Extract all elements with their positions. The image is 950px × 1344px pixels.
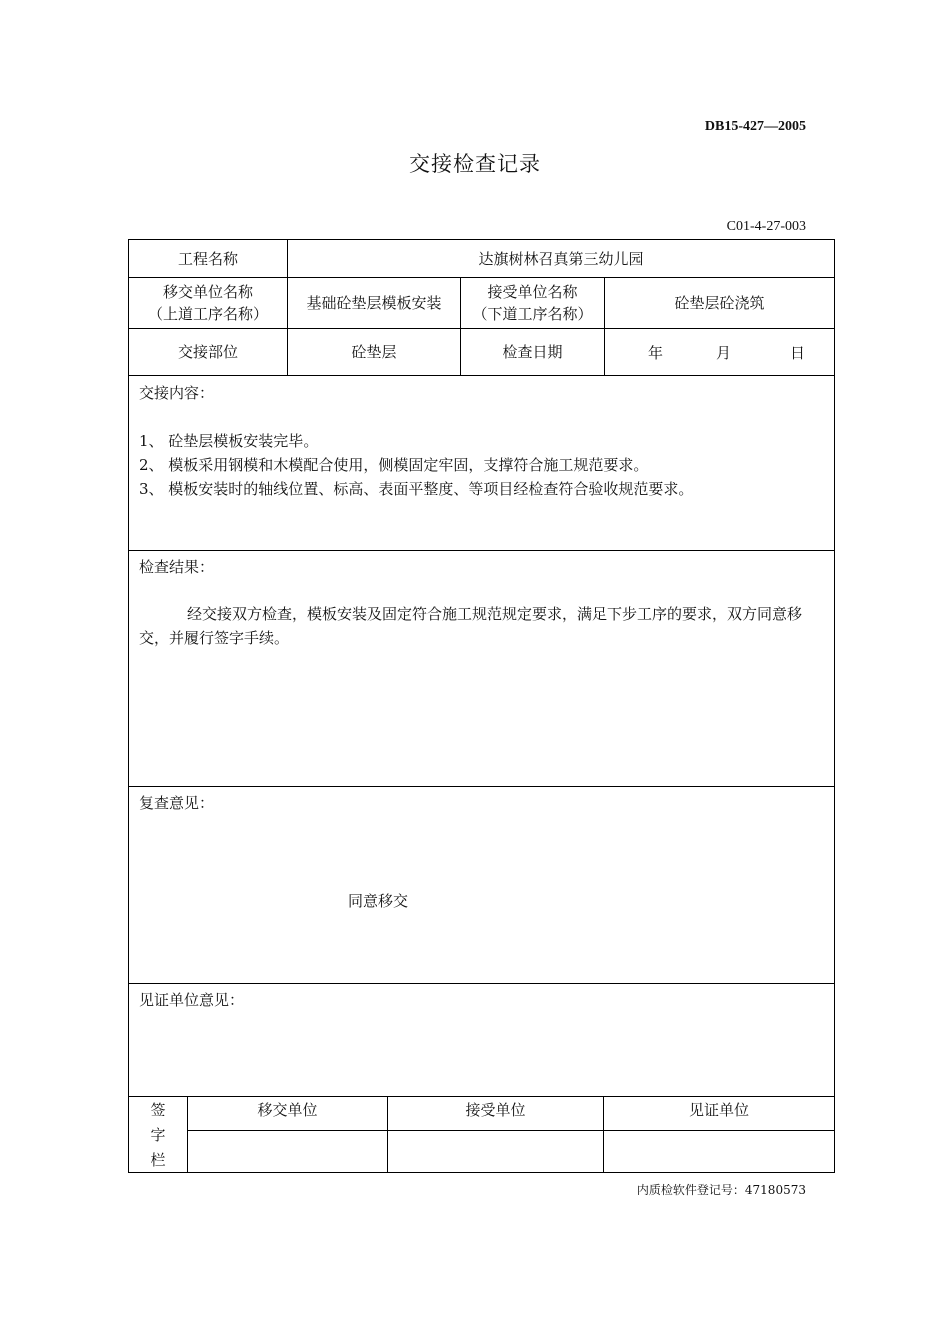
row-divider	[129, 983, 834, 984]
inspection-result-text: 经交接双方检查，模板安装及固定符合施工规范规定要求，满足下步工序的要求，双方同意移交，并履行签字手续。	[139, 605, 803, 647]
row-divider	[129, 786, 834, 787]
signature-handover-field[interactable]	[188, 1131, 387, 1172]
standard-code: DB15-427—2005	[704, 119, 806, 134]
review-opinion-text: 同意移交	[348, 892, 409, 910]
date-year: 年	[648, 343, 664, 362]
signature-column-label	[129, 1098, 187, 1173]
document-title: 交接检查记录	[409, 152, 541, 176]
signature-label-char: 字	[150, 1126, 166, 1144]
inspection-date-label: 检查日期	[502, 343, 563, 361]
date-month: 月	[716, 343, 732, 362]
row-divider	[129, 550, 834, 551]
handover-part-label: 交接部位	[177, 343, 238, 361]
handover-content-label: 交接内容：	[139, 384, 215, 402]
receiver-unit-label-line2: （下道工序名称）	[472, 305, 593, 323]
handover-content-item: 3、 模板安装时的轴线位置、标高、表面平整度、等项目经检查符合验收规范要求。	[139, 480, 694, 498]
signature-receiver-unit: 接受单位	[465, 1101, 526, 1119]
receiver-unit-label	[461, 278, 604, 328]
date-day: 日	[790, 343, 806, 362]
handover-unit-label-line1: 移交单位名称	[162, 283, 253, 301]
form-code: C01-4-27-003	[726, 219, 806, 234]
handover-part-value: 砼垫层	[351, 343, 397, 361]
project-name-label: 工程名称	[177, 249, 238, 268]
software-registration-number: 内质检软件登记号：47180573	[636, 1183, 806, 1197]
handover-unit-label	[129, 278, 287, 328]
project-name-value: 达旗树林召真第三幼儿园	[478, 249, 644, 268]
receiver-unit-value: 砼垫层砼浇筑	[674, 294, 765, 312]
signature-witness-field[interactable]	[604, 1131, 834, 1172]
handover-unit-value: 基础砼垫层模板安装	[306, 294, 442, 312]
signature-label-char: 签	[150, 1101, 166, 1119]
handover-content-item: 2、 模板采用钢模和木模配合使用，侧模固定牢固，支撑符合施工规范要求。	[139, 456, 649, 474]
signature-handover-unit: 移交单位	[257, 1101, 318, 1119]
inspection-result-label: 检查结果：	[139, 558, 215, 576]
signature-witness-unit: 见证单位	[688, 1101, 749, 1119]
handover-unit-label-line2: （上道工序名称）	[147, 305, 268, 323]
witness-opinion-label: 见证单位意见：	[139, 991, 245, 1009]
review-opinion-label: 复查意见：	[139, 794, 215, 812]
receiver-unit-label-line1: 接受单位名称	[487, 283, 578, 301]
signature-label-char: 栏	[150, 1151, 166, 1169]
row-divider	[129, 375, 834, 376]
handover-content-item: 1、 砼垫层模板安装完毕。	[139, 432, 319, 450]
signature-receiver-field[interactable]	[388, 1131, 603, 1172]
inspection-record-table	[128, 239, 835, 1173]
inspection-date-value	[605, 329, 834, 375]
